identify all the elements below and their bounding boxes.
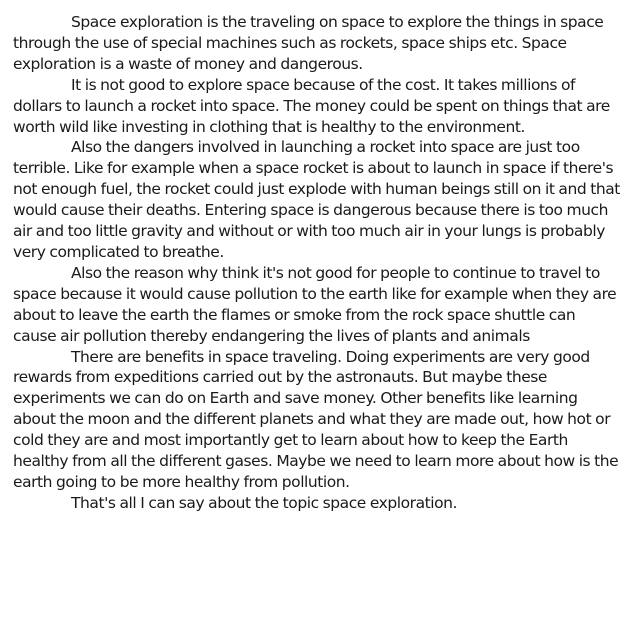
paragraph-definition: Space exploration is the traveling on space to explore the things in space through the use of special machines such as rockets, space ships etc. Space exploration is a waste of money and dangerous. (13, 13, 604, 73)
essay-body (13, 12, 621, 514)
paragraph-cost: It is not good to explore space because of the cost. It takes millions of dollars to launch a rocket into space. The money could be spent on things that are worth wild like investing in clothing that is healthy to the environment. (13, 75, 610, 136)
paragraph-benefits: There are benefits in space traveling. Doing experiments are very good rewards from expeditions carried out by the astronauts. But maybe these experiments we can do on Earth and save money. Other benefits like learning about the moon and the different planets and what they are made out, how hot or cold they are and most importantly get to learn about how to keep the Earth healthy from all the different gases. Maybe we need to learn more about how is the earth going to be more healthy from pollution. (13, 347, 619, 491)
paragraph-conclusion: That's all I can say about the topic space exploration. (71, 493, 457, 512)
paragraph-pollution: Also the reason why think it's not good for people to continue to travel to space because it would cause pollution to the earth like for example when they are about to leave the earth the flames or smoke from the rock space shuttle can cause air pollution thereby endangering the lives of plants and animals (13, 263, 617, 345)
paragraph-dangers: Also the dangers involved in launching a rocket into space are just too terrible. Like for example when a space rocket is about to launch in space if there's not enough fuel, the rocket could just explode with human beings still on it and that would cause their deaths. Entering space is dangerous because there is too much air and too little gravity and without or with too much air in your lungs is probably very complicated to breathe. (13, 138, 620, 261)
